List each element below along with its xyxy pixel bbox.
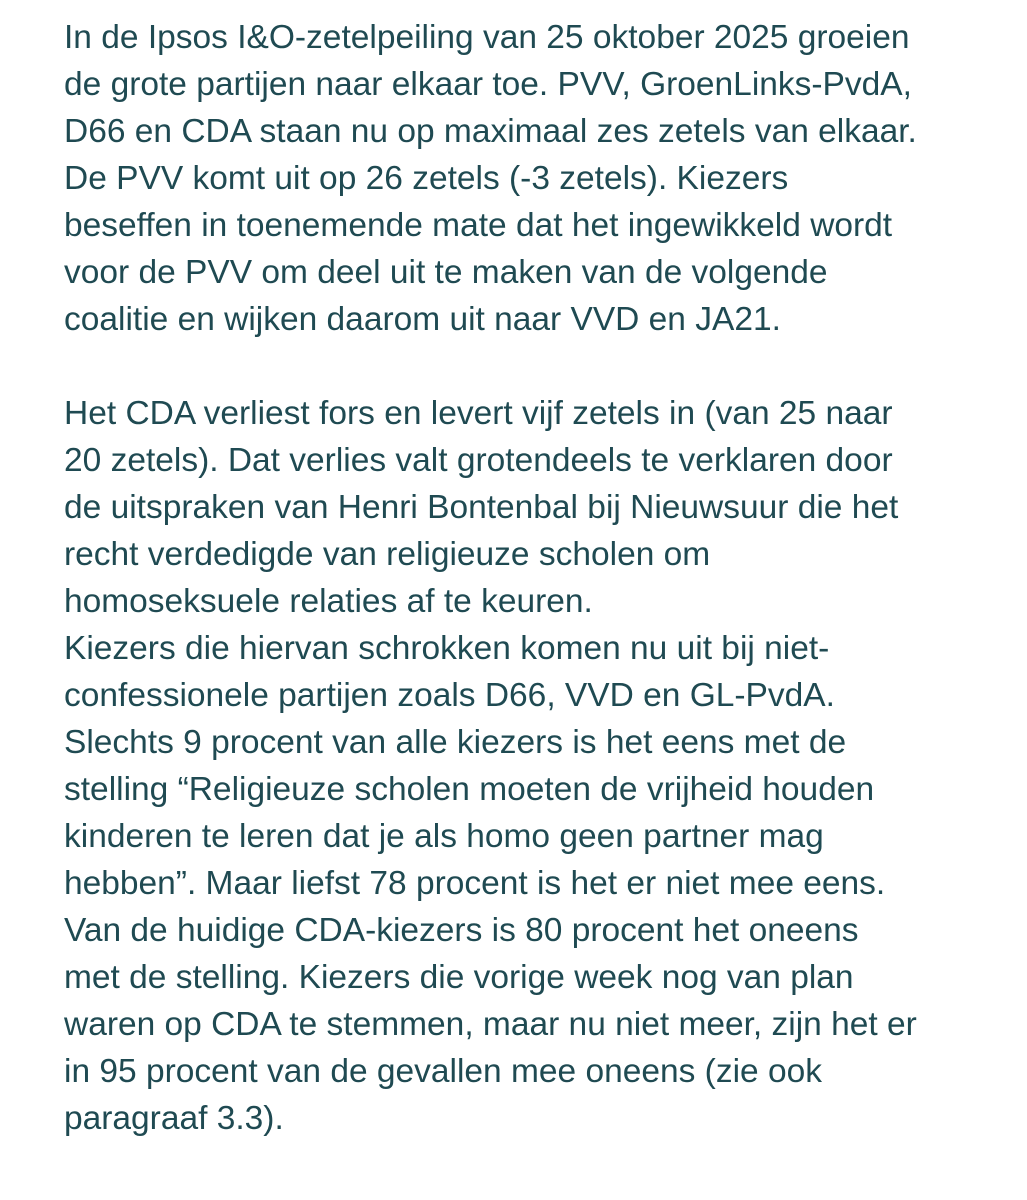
- text-line: recht verdedigde van religieuze scholen om: [64, 536, 711, 573]
- text-line: in 95 procent van de gevallen mee oneens (zie ook: [64, 1053, 822, 1090]
- text-line: Slechts 9 procent van alle kiezers is het eens met de: [64, 724, 847, 761]
- text-line: Het CDA verliest fors en levert vijf zetels in (van 25 naar: [64, 395, 893, 432]
- text-line: confessionele partijen zoals D66, VVD en GL-PvdA.: [64, 677, 835, 714]
- text-line: waren op CDA te stemmen, maar nu niet meer, zijn het er: [64, 1006, 917, 1043]
- text-line: De PVV komt uit op 26 zetels (-3 zetels). Kiezers: [64, 160, 789, 197]
- text-line: de uitspraken van Henri Bontenbal bij Nieuwsuur die het: [64, 489, 899, 526]
- paragraph-ipsos-poll: [64, 14, 987, 343]
- text-line: paragraaf 3.3).: [64, 1100, 284, 1137]
- paragraph-cda-loss: [64, 390, 987, 625]
- text-line: met de stelling. Kiezers die vorige week nog van plan: [64, 959, 854, 996]
- text-line: In de Ipsos I&O-zetelpeiling van 25 oktober 2025 groeien: [64, 19, 910, 56]
- text-line: D66 en CDA staan nu op maximaal zes zetels van elkaar.: [64, 113, 917, 150]
- text-line: de grote partijen naar elkaar toe. PVV, GroenLinks-PvdA,: [64, 66, 912, 103]
- text-line: hebben”. Maar liefst 78 procent is het er niet mee eens.: [64, 865, 886, 902]
- text-line: Kiezers die hiervan schrokken komen nu uit bij niet-: [64, 630, 830, 667]
- paragraph-voter-shift: [64, 625, 987, 1142]
- text-line: 20 zetels). Dat verlies valt grotendeels te verklaren door: [64, 442, 893, 479]
- text-line: kinderen te leren dat je als homo geen partner mag: [64, 818, 824, 855]
- text-line: Van de huidige CDA-kiezers is 80 procent het oneens: [64, 912, 859, 949]
- text-line: stelling “Religieuze scholen moeten de vrijheid houden: [64, 771, 875, 808]
- text-line: voor de PVV om deel uit te maken van de volgende: [64, 254, 828, 291]
- text-line: coalitie en wijken daarom uit naar VVD en JA21.: [64, 301, 781, 338]
- text-line: beseffen in toenemende mate dat het ingewikkeld wordt: [64, 207, 893, 244]
- text-line: homoseksuele relaties af te keuren.: [64, 583, 593, 620]
